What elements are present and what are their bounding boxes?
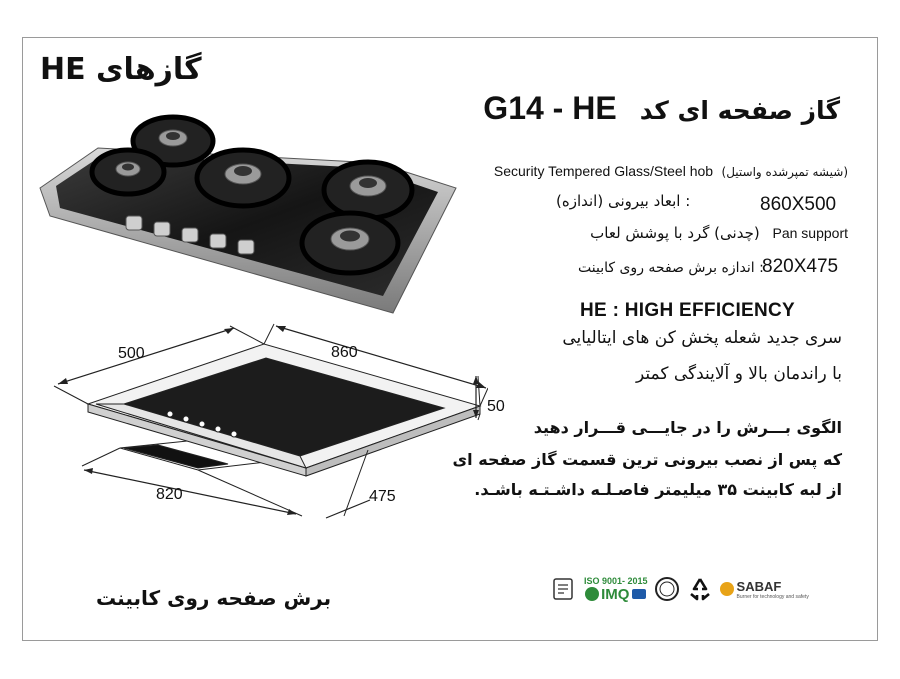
efficiency-line-1: سری جدید شعله پخش کن های ایتالیایی bbox=[562, 328, 842, 348]
install-note-line-2: که پس از نصب بیرونی ترین قسمت گاز صفحه ای bbox=[452, 450, 842, 469]
install-note-line-3: از لبه کابینت ۳۵ میلیمتر فاصـلـه داشـتـه باشـد. bbox=[474, 480, 842, 499]
dim-width-top: 860 bbox=[331, 344, 358, 361]
outer-dims-value: 860X500 bbox=[760, 194, 837, 215]
model-heading bbox=[483, 90, 840, 127]
model-label: گاز صفحه ای کد bbox=[639, 96, 840, 125]
efficiency-heading: HE : HIGH EFFICIENCY bbox=[580, 300, 796, 321]
sabaf-text: SABAF bbox=[736, 578, 782, 594]
certification-logos bbox=[552, 572, 809, 606]
pan-support-line bbox=[590, 224, 848, 242]
recycle-icon bbox=[686, 576, 714, 602]
iso-badge-icon bbox=[632, 589, 646, 599]
cut-size-value: 820X475 bbox=[762, 256, 839, 277]
outer-dims-label: : ابعاد بیرونی (اندازه) bbox=[556, 192, 691, 210]
brand-title: گازهای HE bbox=[40, 52, 202, 87]
dim-height: 50 bbox=[487, 398, 505, 415]
iso-imq-badge bbox=[584, 576, 648, 603]
sabaf-tagline: Burner for technology and safety bbox=[736, 593, 809, 600]
dim-cut-width: 820 bbox=[156, 486, 183, 503]
dim-depth-top: 500 bbox=[118, 345, 145, 362]
manual-book-icon bbox=[552, 576, 576, 602]
sabaf-flame-icon bbox=[720, 582, 734, 596]
dim-cut-depth: 475 bbox=[369, 488, 396, 505]
gas-hob-image bbox=[38, 108, 458, 323]
pan-support-fa: (چدنی) گرد با پوشش لعاب bbox=[590, 224, 760, 242]
material-fa: (شیشه تمپرشده واستیل) bbox=[721, 165, 848, 179]
cut-size-label: : اندازه برش صفحه روی کابینت bbox=[578, 260, 764, 276]
sabaf-logo bbox=[720, 579, 809, 600]
model-code: G14 - HE bbox=[483, 90, 617, 126]
cut-caption: برش صفحه روی کابینت bbox=[96, 586, 332, 610]
imq-text: IMQ bbox=[601, 585, 630, 603]
install-note-line-1: الگوی بـــرش را در جایـــی قـــرار دهید bbox=[533, 418, 842, 437]
imq-circle-icon bbox=[585, 587, 599, 601]
cutout-diagram bbox=[48, 318, 488, 536]
iso-text: ISO 9001- 2015 bbox=[584, 575, 648, 586]
material-en: Security Tempered Glass/Steel hob bbox=[493, 163, 714, 179]
inet-seal-icon bbox=[654, 576, 680, 602]
pan-support-en: Pan support bbox=[772, 225, 848, 241]
efficiency-line-2: با راندمان بالا و آلایندگی کمتر bbox=[635, 364, 842, 384]
material-line bbox=[494, 163, 848, 180]
